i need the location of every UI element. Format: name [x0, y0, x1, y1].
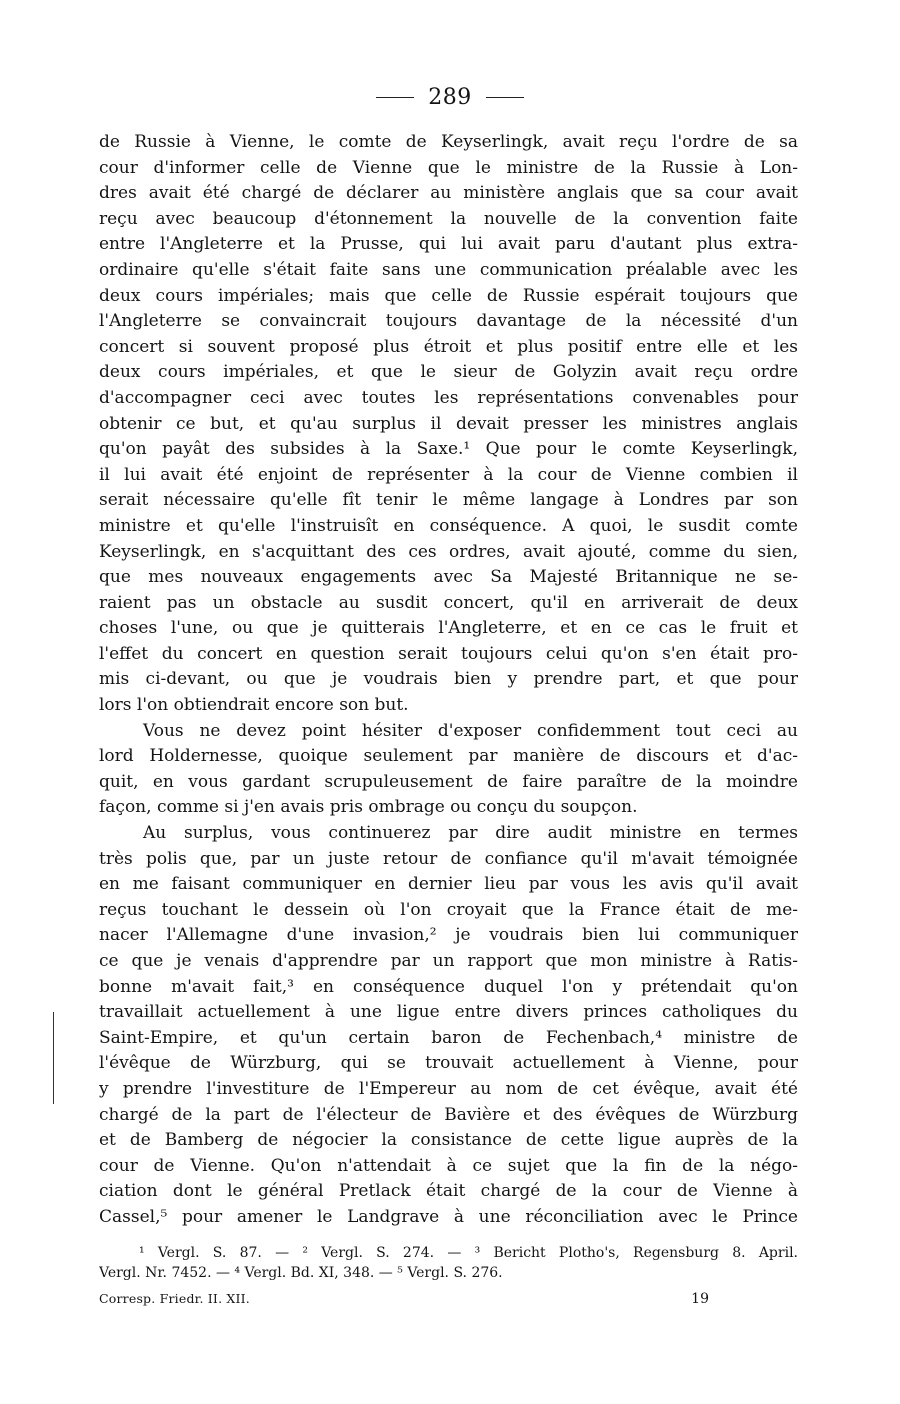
- page-header: [0, 84, 900, 112]
- text-line: l'Angleterre se convaincrait toujours davantage de la nécessité d'un: [99, 311, 798, 332]
- text-line: deux cours impériales; mais que celle de Russie espérait toujours que: [99, 285, 798, 306]
- text-line: de Russie à Vienne, le comte de Keyserlingk, avait reçu l'ordre de sa: [99, 132, 798, 152]
- margin-mark: [53, 1012, 54, 1104]
- text-line: et de Bamberg de négocier la consistance de cette ligue auprès de la: [99, 1130, 798, 1151]
- signature-line: [99, 1289, 709, 1309]
- text-line: deux cours impériales, et que le sieur de Golyzin avait reçu ordre: [99, 362, 798, 383]
- text-line: il lui avait été enjoint de représenter à la cour de Vienne combien il: [99, 464, 798, 485]
- text-line: d'accompagner ceci avec toutes les représentations convenables pour: [99, 387, 798, 408]
- text-line: bonne m'avait fait,³ en conséquence duquel l'on y prétendait qu'on: [99, 976, 798, 997]
- signature-mark: 19: [691, 1291, 709, 1307]
- text-line: reçu avec beaucoup d'étonnement la nouvelle de la convention faite: [99, 208, 798, 229]
- footnote-line: ¹ Vergl. S. 87. — ² Vergl. S. 274. — ³ Bericht Plotho's, Regensburg 8. April.: [139, 1245, 798, 1261]
- text-line: qu'on payât des subsides à la Saxe.¹ Que pour le comte Keyserlingk,: [99, 439, 798, 460]
- footnote-line: Vergl. Nr. 7452. — ⁴ Vergl. Bd. XI, 348. — ⁵ Vergl. S. 276.: [99, 1265, 503, 1281]
- text-line: quit, en vous gardant scrupuleusement de faire paraître de la moindre: [99, 771, 798, 792]
- text-line: nacer l'Allemagne d'une invasion,² je voudrais bien lui communiquer: [99, 925, 798, 946]
- signature-text: Corresp. Friedr. II. XII.: [99, 1291, 250, 1306]
- header-dash-left: [376, 97, 414, 98]
- text-line: cour de Vienne. Qu'on n'attendait à ce sujet que la fin de la négo-: [99, 1155, 798, 1176]
- text-line: ministre et qu'elle l'instruisît en conséquence. A quoi, le susdit comte: [99, 515, 798, 536]
- text-line: l'évêque de Würzburg, qui se trouvait actuellement à Vienne, pour: [99, 1053, 798, 1074]
- text-line: en me faisant communiquer en dernier lieu par vous les avis qu'il avait: [99, 874, 798, 895]
- text-line: mis ci-devant, ou que je voudrais bien y prendre part, et que pour: [99, 669, 798, 690]
- text-line: concert si souvent proposé plus étroit et plus positif entre elle et les: [99, 336, 798, 357]
- text-line: travaillait actuellement à une ligue entre divers princes catholiques du: [99, 1002, 798, 1023]
- text-line: très polis que, par un juste retour de confiance qu'il m'avait témoignée: [99, 848, 798, 869]
- page-number: 289: [428, 85, 472, 110]
- text-line: ordinaire qu'elle s'était faite sans une communication préalable avec les: [99, 259, 798, 280]
- footnotes: [99, 1243, 798, 1283]
- text-line: raient pas un obstacle au susdit concert, qu'il en arriverait de deux: [99, 592, 798, 613]
- text-line: serait nécessaire qu'elle fît tenir le même langage à Londres par son: [99, 490, 798, 511]
- text-line: y prendre l'investiture de l'Empereur au nom de cet évêque, avait été: [99, 1078, 798, 1099]
- header-dash-right: [486, 97, 524, 98]
- paragraph-start-line: Vous ne devez point hésiter d'exposer confidemment tout ceci au: [143, 720, 798, 741]
- text-line: dres avait été chargé de déclarer au ministère anglais que sa cour avait: [99, 183, 798, 204]
- text-line: que mes nouveaux engagements avec Sa Majesté Britannique ne se-: [99, 567, 798, 588]
- paragraph-start-line: Au surplus, vous continuerez par dire audit ministre en termes: [143, 823, 798, 844]
- text-line: Saint-Empire, et qu'un certain baron de Fechenbach,⁴ ministre de: [99, 1027, 798, 1048]
- text-line: l'effet du concert en question serait toujours celui qu'on s'en était pro-: [99, 643, 798, 664]
- body-text: [99, 130, 798, 1231]
- text-line: obtenir ce but, et qu'au surplus il devait presser les ministres anglais: [99, 413, 798, 434]
- text-line: façon, comme si j'en avais pris ombrage ou conçu du soupçon.: [99, 797, 638, 818]
- text-line: Keyserlingk, en s'acquittant des ces ordres, avait ajouté, comme du sien,: [99, 541, 798, 562]
- text-line: cour d'informer celle de Vienne que le ministre de la Russie à Lon-: [99, 157, 798, 178]
- text-line: lors l'on obtiendrait encore son but.: [99, 695, 409, 716]
- text-line: ciation dont le général Pretlack était chargé de la cour de Vienne à: [99, 1181, 798, 1202]
- text-line: entre l'Angleterre et la Prusse, qui lui avait paru d'autant plus extra-: [99, 234, 798, 255]
- text-line: ce que je venais d'apprendre par un rapport que mon ministre à Ratis-: [99, 951, 798, 971]
- text-line: choses l'une, ou que je quitterais l'Angleterre, et en ce cas le fruit et: [99, 618, 798, 639]
- text-line: lord Holdernesse, quoique seulement par manière de discours et d'ac-: [99, 746, 798, 767]
- text-line: reçus touchant le dessein où l'on croyait que la France était de me-: [99, 899, 798, 920]
- text-line: chargé de la part de l'électeur de Bavière et des évêques de Würzburg: [99, 1104, 798, 1125]
- text-line: Cassel,⁵ pour amener le Landgrave à une réconciliation avec le Prince: [99, 1206, 798, 1227]
